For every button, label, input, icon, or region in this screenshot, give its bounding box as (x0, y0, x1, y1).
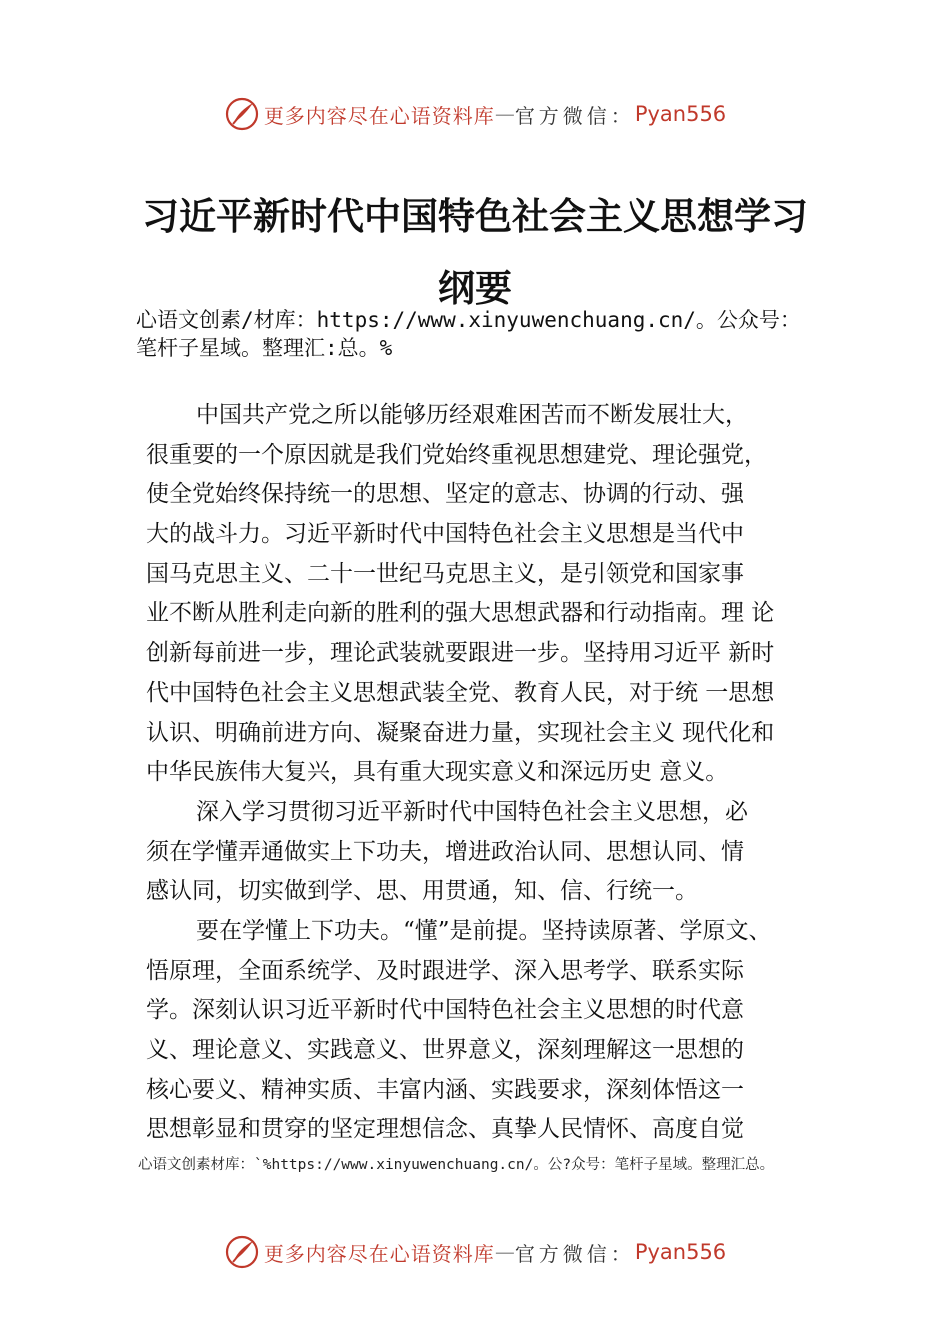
body-line: 思想彰显和贯穿的坚定理想信念、真挚人民情怀、高度自觉 (146, 1116, 744, 1143)
banner-text: 更多内容尽在心语资料库 (263, 1241, 495, 1266)
body-line: 中国共产党之所以能够历经艰难困苦而不断发展壮大， (196, 402, 748, 428)
document-title-line-2: 纲要 (438, 266, 512, 310)
body-line: 义、理论意义、实践意义、世界意义，深刻理解这一思想的 (146, 1037, 744, 1063)
body-line: 学。深刻认识习近平新时代中国特色社会主义思想的时代意 (146, 997, 744, 1024)
banner-text: 更多内容尽在心语资料库 (263, 103, 495, 128)
body-line: 中华民族伟大复兴，具有重大现实意义和深远历史 意义。 (146, 759, 729, 786)
source-note-line: 心语文创素/材库：https://www.xinyuwenchuang.cn/。公众号： (136, 308, 801, 332)
body-line: 使全党始终保持统一的思想、坚定的意志、协调的行动、强 (146, 481, 744, 508)
banner-separator: — (494, 1240, 515, 1264)
quill-logo-icon (224, 96, 260, 132)
body-line: 代中国特色社会主义思想武装全党、教育人民，对于统 一思想 (146, 679, 775, 706)
quill-logo-icon (224, 1234, 260, 1270)
body-line: 核心要义、精神实质、丰富内涵、实践要求，深刻体悟这一 (146, 1076, 744, 1103)
footer-source-note: 心语文创素材库：`%https://www.xinyuwenchuang.cn/。公?众号：笔杆子星域。整理汇总。 (138, 1157, 775, 1173)
banner-wechat-id: Pyan556 (634, 1240, 727, 1264)
source-note (136, 306, 866, 362)
body-line: 感认同，切实做到学、思、用贯通，知、信、行统一。 (146, 878, 698, 905)
banner-wechat-id: Pyan556 (634, 102, 727, 126)
bottom-banner (0, 1232, 950, 1272)
document-title-line-1: 习近平新时代中国特色社会主义思想学习 (142, 194, 808, 238)
body-line: 业不断从胜利走向新的胜利的强大思想武器和行动指南。理 论 (146, 600, 775, 627)
source-note-line: 笔杆子星域。整理汇:总。% (136, 336, 393, 360)
body-line: 很重要的一个原因就是我们党始终重视思想建党、理论强党， (146, 441, 767, 468)
body-line: 大的战斗力。习近平新时代中国特色社会主义思想是当代中 (146, 521, 744, 548)
body-line: 悟原理，全面系统学、及时跟进学、深入思考学、联系实际 (146, 957, 744, 984)
banner-label: 官方微信： (514, 103, 635, 128)
top-banner (0, 94, 950, 134)
banner-separator: — (494, 102, 515, 126)
body-text (146, 396, 846, 1150)
banner-label: 官方微信： (514, 1241, 635, 1266)
body-line: 认识、明确前进方向、凝聚奋进力量，实现社会主义 现代化和 (146, 719, 775, 746)
body-line: 要在学懂上下功夫。“懂”是前提。坚持读原著、学原文、 (196, 917, 772, 944)
body-line: 创新每前进一步，理论武装就要跟进一步。坚持用习近平 新时 (146, 640, 775, 667)
body-line: 须在学懂弄通做实上下功夫，增进政治认同、思想认同、情 (146, 838, 744, 865)
body-line: 国马克思主义、二十一世纪马克思主义，是引领党和国家事 (146, 560, 744, 587)
body-line: 深入学习贯彻习近平新时代中国特色社会主义思想，必 (196, 798, 748, 825)
